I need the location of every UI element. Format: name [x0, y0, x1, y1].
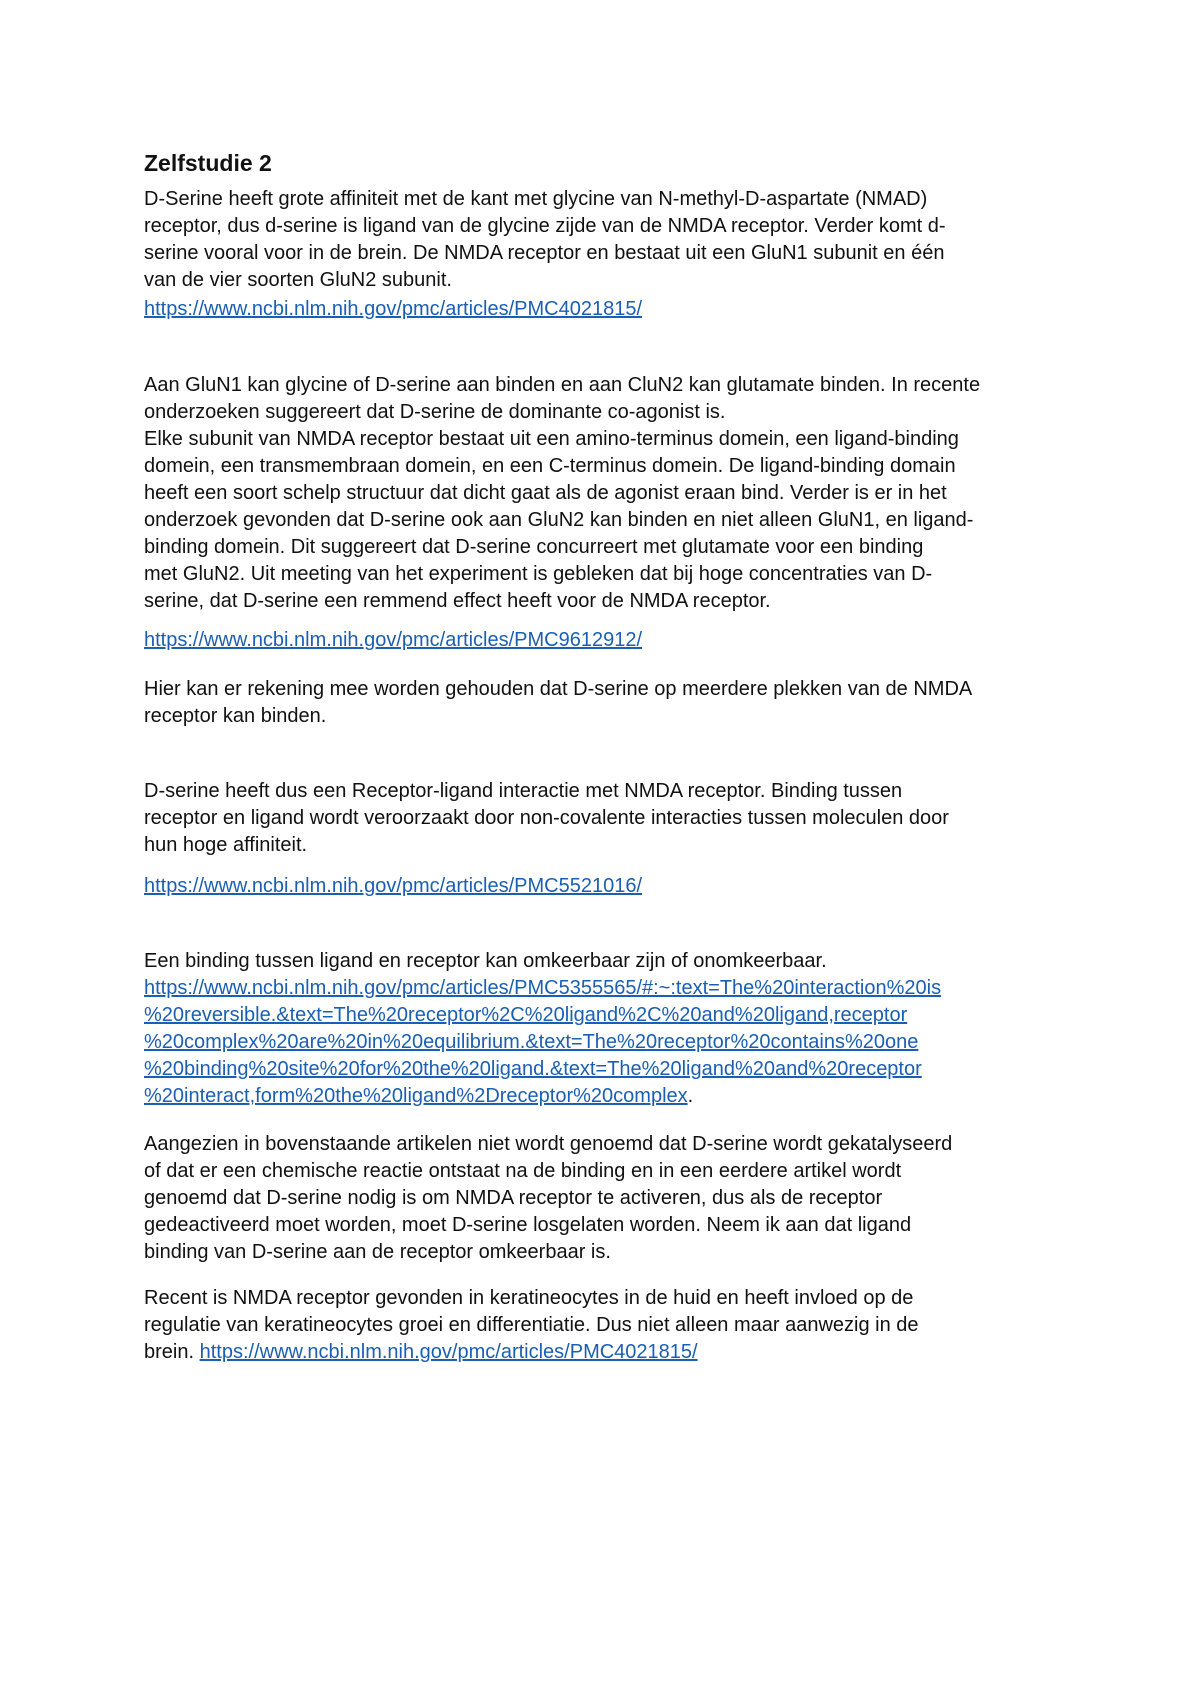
reference-link-pmc4021815[interactable]: https://www.ncbi.nlm.nih.gov/pmc/articles/PMC4021815/	[144, 298, 642, 320]
paragraph-3-line-2: receptor kan binden.	[144, 705, 327, 727]
paragraph-2-line-3: Elke subunit van NMDA receptor bestaat uit een amino-terminus domein, een ligand-binding	[144, 428, 959, 450]
reference-link-pmc5355565-part-2[interactable]: %20reversible.&text=The%20receptor%2C%20ligand%2C%20and%20ligand,receptor	[144, 1004, 908, 1026]
paragraph-6-line-1: Aangezien in bovenstaande artikelen niet wordt genoemd dat D-serine wordt gekatalyseerd	[144, 1133, 953, 1155]
paragraph-2-line-9: serine, dat D-serine een remmend effect heeft voor de NMDA receptor.	[144, 590, 771, 612]
paragraph-6-line-5: binding van D-serine aan de receptor omkeerbaar is.	[144, 1241, 611, 1263]
paragraph-6-line-3: genoemd dat D-serine nodig is om NMDA receptor te activeren, dus als de receptor	[144, 1187, 883, 1209]
paragraph-6-line-2: of dat er een chemische reactie ontstaat na de binding en in een eerdere artikel wordt	[144, 1160, 902, 1182]
reference-link-pmc5355565-part-1[interactable]: https://www.ncbi.nlm.nih.gov/pmc/articles/PMC5355565/#:~:text=The%20interaction%20is	[144, 977, 942, 999]
paragraph-6-line-4: gedeactiveerd moet worden, moet D-serine losgelaten worden. Neem ik aan dat ligand	[144, 1214, 912, 1236]
paragraph-1-line-1: D-Serine heeft grote affiniteit met de kant met glycine van N-methyl-D-aspartate (NMAD)	[144, 188, 928, 210]
document-title: Zelfstudie 2	[144, 150, 272, 176]
trailing-period: .	[687, 1085, 694, 1107]
paragraph-2-line-7: binding domein. Dit suggereert dat D-serine concurreert met glutamate voor een binding	[144, 536, 924, 558]
paragraph-2-line-1: Aan GluN1 kan glycine of D-serine aan binden en aan CluN2 kan glutamate binden. In recente	[144, 374, 981, 396]
paragraph-4-line-1: D-serine heeft dus een Receptor-ligand interactie met NMDA receptor. Binding tussen	[144, 780, 903, 802]
reference-link-pmc5355565-part-3[interactable]: %20complex%20are%20in%20equilibrium.&text=The%20receptor%20contains%20one	[144, 1031, 919, 1053]
reference-link-pmc9612912[interactable]: https://www.ncbi.nlm.nih.gov/pmc/articles/PMC9612912/	[144, 629, 642, 651]
reference-link-pmc4021815-repeat[interactable]: https://www.ncbi.nlm.nih.gov/pmc/articles/PMC4021815/	[199, 1341, 698, 1363]
paragraph-4-line-3: hun hoge affiniteit.	[144, 834, 308, 856]
paragraph-5-line-1: Een binding tussen ligand en receptor kan omkeerbaar zijn of onomkeerbaar.	[144, 950, 827, 972]
paragraph-2-line-4: domein, een transmembraan domein, en een C-terminus domein. De ligand-binding domain	[144, 455, 956, 477]
reference-link-pmc5521016[interactable]: https://www.ncbi.nlm.nih.gov/pmc/articles/PMC5521016/	[144, 875, 642, 897]
paragraph-4-line-2: receptor en ligand wordt veroorzaakt door non-covalente interacties tussen moleculen door	[144, 807, 949, 829]
paragraph-2-line-5: heeft een soort schelp structuur dat dicht gaat als de agonist eraan bind. Verder is er in het	[144, 482, 947, 504]
paragraph-3-line-1: Hier kan er rekening mee worden gehouden dat D-serine op meerdere plekken van de NMDA	[144, 678, 973, 700]
reference-link-pmc5355565-part-5[interactable]: %20interact,form%20the%20ligand%2Dreceptor%20complex	[144, 1085, 688, 1107]
paragraph-1-line-4: van de vier soorten GluN2 subunit.	[144, 269, 452, 291]
reference-link-pmc5355565-part-4[interactable]: %20binding%20site%20for%20the%20ligand.&text=The%20ligand%20and%20receptor	[144, 1058, 922, 1080]
paragraph-7-line-3-prefix: brein.	[144, 1341, 200, 1363]
paragraph-2-line-8: met GluN2. Uit meeting van het experiment is gebleken dat bij hoge concentraties van D-	[144, 563, 933, 585]
paragraph-7-line-2: regulatie van keratineocytes groei en differentiatie. Dus niet alleen maar aanwezig in de	[144, 1314, 919, 1336]
paragraph-2-line-2: onderzoeken suggereert dat D-serine de dominante co-agonist is.	[144, 401, 726, 423]
paragraph-1-line-2: receptor, dus d-serine is ligand van de glycine zijde van de NMDA receptor. Verder komt d-	[144, 215, 946, 237]
paragraph-2-line-6: onderzoek gevonden dat D-serine ook aan GluN2 kan binden en niet alleen GluN1, en ligand-	[144, 509, 974, 531]
paragraph-7-line-1: Recent is NMDA receptor gevonden in keratineocytes in de huid en heeft invloed op de	[144, 1287, 914, 1309]
paragraph-1-line-3: serine vooral voor in de brein. De NMDA receptor en bestaat uit een GluN1 subunit en één	[144, 242, 945, 264]
